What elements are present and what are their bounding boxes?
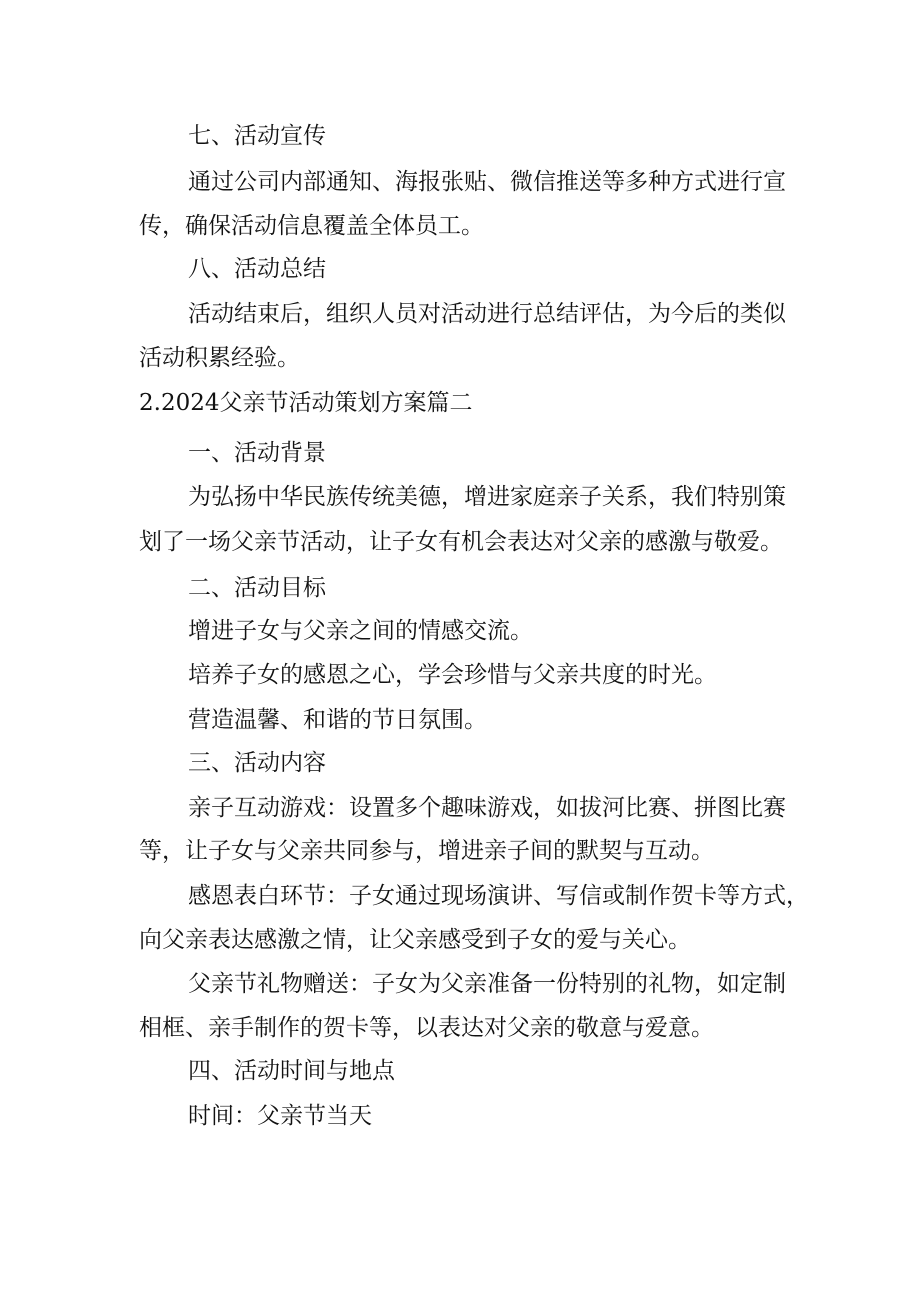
paragraph-line: 父亲节礼物赠送：子女为父亲准备一份特别的礼物，如定制	[188, 971, 786, 997]
section-heading-content: 三、活动内容	[188, 750, 326, 776]
section-heading-background: 一、活动背景	[188, 440, 326, 466]
section-heading-publicity: 七、活动宣传	[188, 123, 326, 149]
paragraph-line: 时间：父亲节当天	[188, 1103, 372, 1129]
paragraph-line: 等，让子女与父亲共同参与，增进亲子间的默契与互动。	[139, 838, 714, 864]
paragraph-line: 划了一场父亲节活动，让子女有机会表达对父亲的感激与敬爱。	[139, 529, 783, 555]
paragraph-line: 为弘扬中华民族传统美德，增进家庭亲子关系，我们特别策	[188, 484, 786, 510]
section-heading-goals: 二、活动目标	[188, 575, 326, 601]
section-heading-time-place: 四、活动时间与地点	[188, 1058, 395, 1084]
paragraph-line: 亲子互动游戏：设置多个趣味游戏，如拔河比赛、拼图比赛	[188, 795, 786, 821]
list-item: 培养子女的感恩之心，学会珍惜与父亲共度的时光。	[188, 662, 717, 688]
document-section-title: 2.2024父亲节活动策划方案篇二	[139, 390, 473, 416]
paragraph-line: 感恩表白环节：子女通过现场演讲、写信或制作贺卡等方式，	[188, 883, 809, 909]
paragraph-line: 向父亲表达感激之情，让父亲感受到子女的爱与关心。	[139, 927, 691, 953]
paragraph-line: 相框、亲手制作的贺卡等，以表达对父亲的敬意与爱意。	[139, 1015, 714, 1041]
list-item: 增进子女与父亲之间的情感交流。	[188, 618, 533, 644]
paragraph-line: 活动积累经验。	[139, 345, 300, 371]
list-item: 营造温馨、和谐的节日氛围。	[188, 707, 487, 733]
paragraph-line: 传，确保活动信息覆盖全体员工。	[139, 213, 484, 239]
section-heading-summary: 八、活动总结	[188, 256, 326, 282]
paragraph-line: 活动结束后，组织人员对活动进行总结评估，为今后的类似	[188, 301, 786, 327]
paragraph-line: 通过公司内部通知、海报张贴、微信推送等多种方式进行宣	[188, 169, 786, 195]
